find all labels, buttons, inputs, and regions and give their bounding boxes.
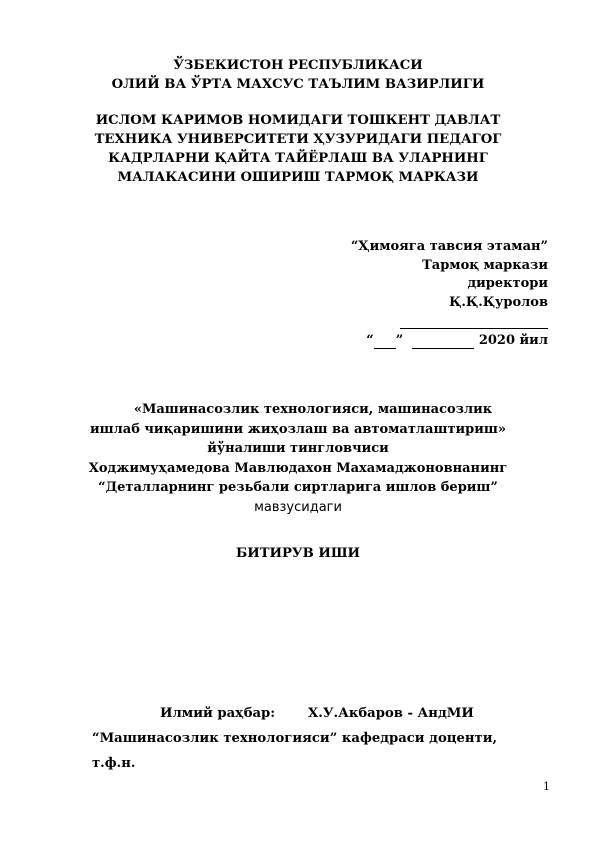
date-year: 2020 йил [478, 333, 548, 348]
page-number: 1 [543, 780, 550, 793]
topic-line-6: мавзусидаги [254, 499, 342, 515]
date-quote-open: “ [366, 333, 374, 348]
signature-line [400, 328, 548, 329]
topic-line-5: “Деталларнинг резьбали сиртларига ишлов бериш” [98, 480, 498, 495]
institution-line-3: КАДРЛАРНИ ҚАЙТА ТАЙЁРЛАШ ВА УЛАРНИНГ [108, 151, 488, 166]
institution-line-1: ИСЛОМ КАРИМОВ НОМИДАГИ ТОШКЕНТ ДАВЛАТ [95, 113, 501, 128]
month-blank [412, 333, 474, 349]
topic-line-4: Ходжимуҳамедова Мавлюдахон Махамаджоновнанинг [88, 460, 508, 476]
date-quote-close: ” [395, 333, 404, 348]
country-title: ЎЗБЕКИСТОН РЕСПУБЛИКАСИ [173, 58, 423, 73]
work-title: БИТИРУВ ИШИ [236, 546, 360, 561]
day-blank [374, 333, 396, 349]
topic-line-1: «Машинасозлик технологияси, машинасозлик [133, 402, 493, 417]
approval-block [351, 238, 548, 312]
institution-line-4: МАЛАКАСИНИ ОШИРИШ ТАРМОҚ МАРКАЗИ [117, 170, 479, 185]
supervisor-position: “Машинасозлик технологияси” кафедраси доценти, [92, 731, 498, 746]
institution-block [0, 111, 596, 187]
institution-line-2: ТЕХНИКА УНИВЕРСИТЕТИ ҲУЗУРИДАГИ ПЕДАГОГ [94, 132, 502, 147]
approval-recommend: “Ҳимояга тавсия этаман” [350, 239, 548, 254]
supervisor-name: Х.У.Акбаров - АндМИ [308, 706, 474, 721]
approval-director: директори [467, 276, 548, 291]
topic-line-3: йўналиши тингловчиси [207, 441, 389, 456]
supervisor-degree: т.ф.н. [92, 756, 136, 771]
topic-line-2: ишлаб чиқаришини жиҳозлаш ва автоматлаштириш» [90, 421, 506, 437]
ministry-title: ОЛИЙ ВА ЎРТА МАХСУС ТАЪЛИМ ВАЗИРЛИГИ [111, 77, 485, 92]
header-block [0, 56, 596, 94]
approval-center: Тармоқ маркази [422, 257, 548, 273]
topic-block [0, 400, 596, 517]
supervisor-label: Илмий раҳбар: [160, 706, 276, 721]
approval-name: Қ.Қ.Қуролов [449, 294, 548, 310]
approval-date [366, 333, 548, 349]
